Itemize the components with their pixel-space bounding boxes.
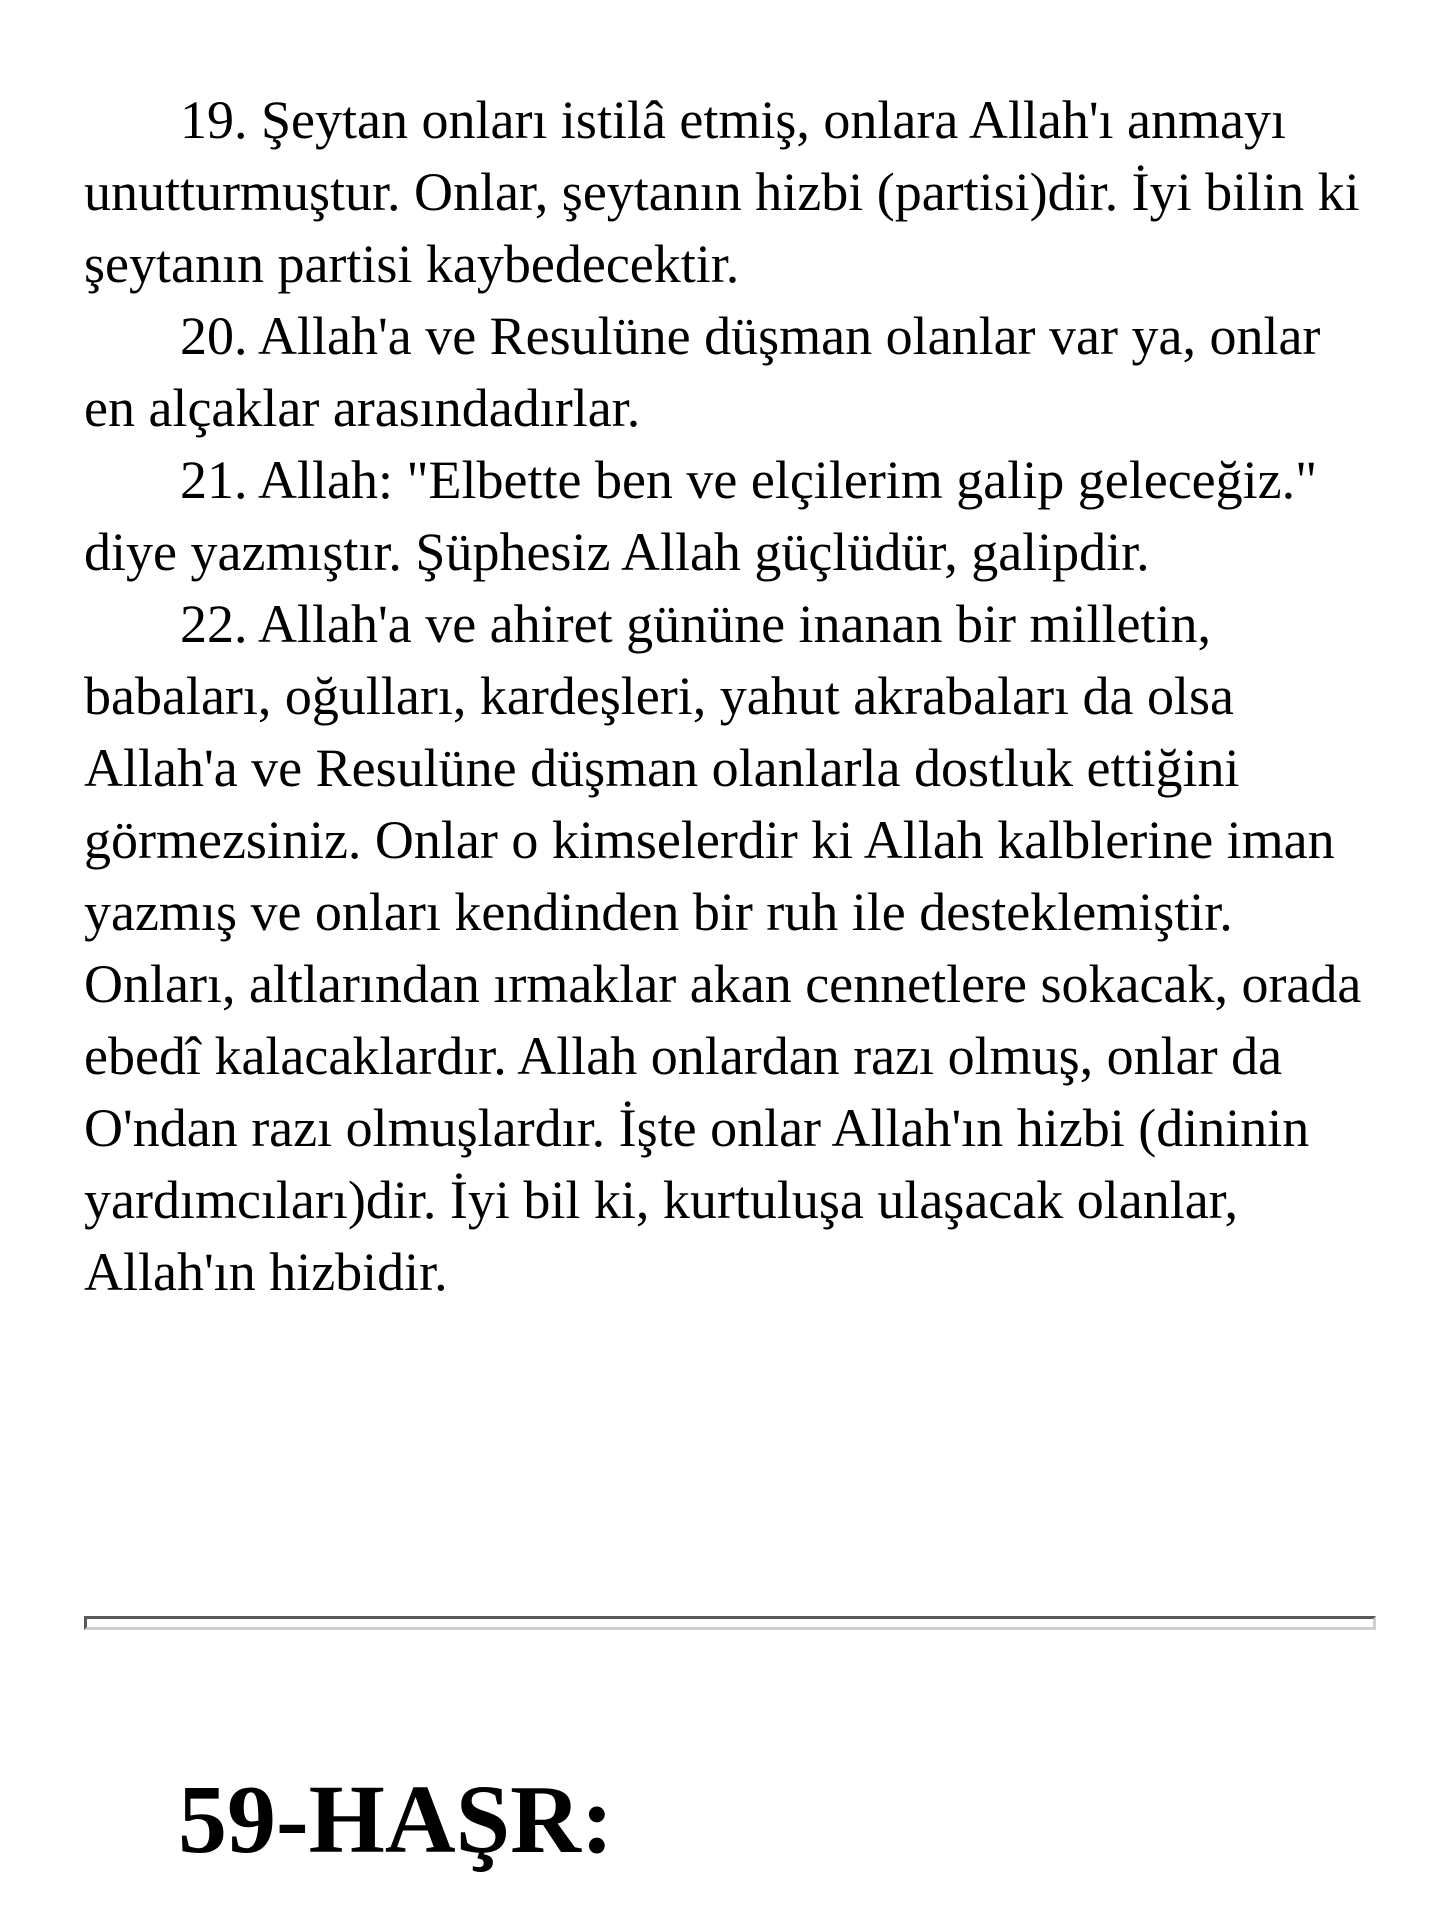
verse-list <box>84 84 1374 1308</box>
section-divider <box>84 1616 1376 1630</box>
verse-22: 22. Allah'a ve ahiret gününe inanan bir milletin, babaları, oğulları, kardeşleri, yahut akrabaları da olsa Allah'a ve Resulüne düşman olanlarla dostluk ettiğini görmezsiniz. Onlar o kimselerdir ki Allah kalblerine iman yazmış ve onları kendinden bir ruh ile desteklemiştir. Onları, altlarından ırmaklar akan cennetlere sokacak, orada ebedî kalacaklardır. Allah onlardan razı olmuş, onlar da O'ndan razı olmuşlardır. İşte onlar Allah'ın hizbi (dininin yardımcıları)dir. İyi bil ki, kurtuluşa ulaşacak olanlar, Allah'ın hizbidir. <box>84 594 1362 1302</box>
verse-20: 20. Allah'a ve Resulüne düşman olanlar var ya, onlar en alçaklar arasındadırlar. <box>84 306 1321 438</box>
verse-21: 21. Allah: "Elbette ben ve elçilerim galip geleceğiz." diye yazmıştır. Şüphesiz Allah güçlüdür, galipdir. <box>84 450 1318 582</box>
verse-19: 19. Şeytan onları istilâ etmiş, onlara Allah'ı anmayı unutturmuştur. Onlar, şeytanın hizbi (partisi)dir. İyi bilin ki şeytanın partisi kaybedecektir. <box>84 90 1360 294</box>
chapter-title: 59-HAŞR: <box>178 1766 614 1874</box>
